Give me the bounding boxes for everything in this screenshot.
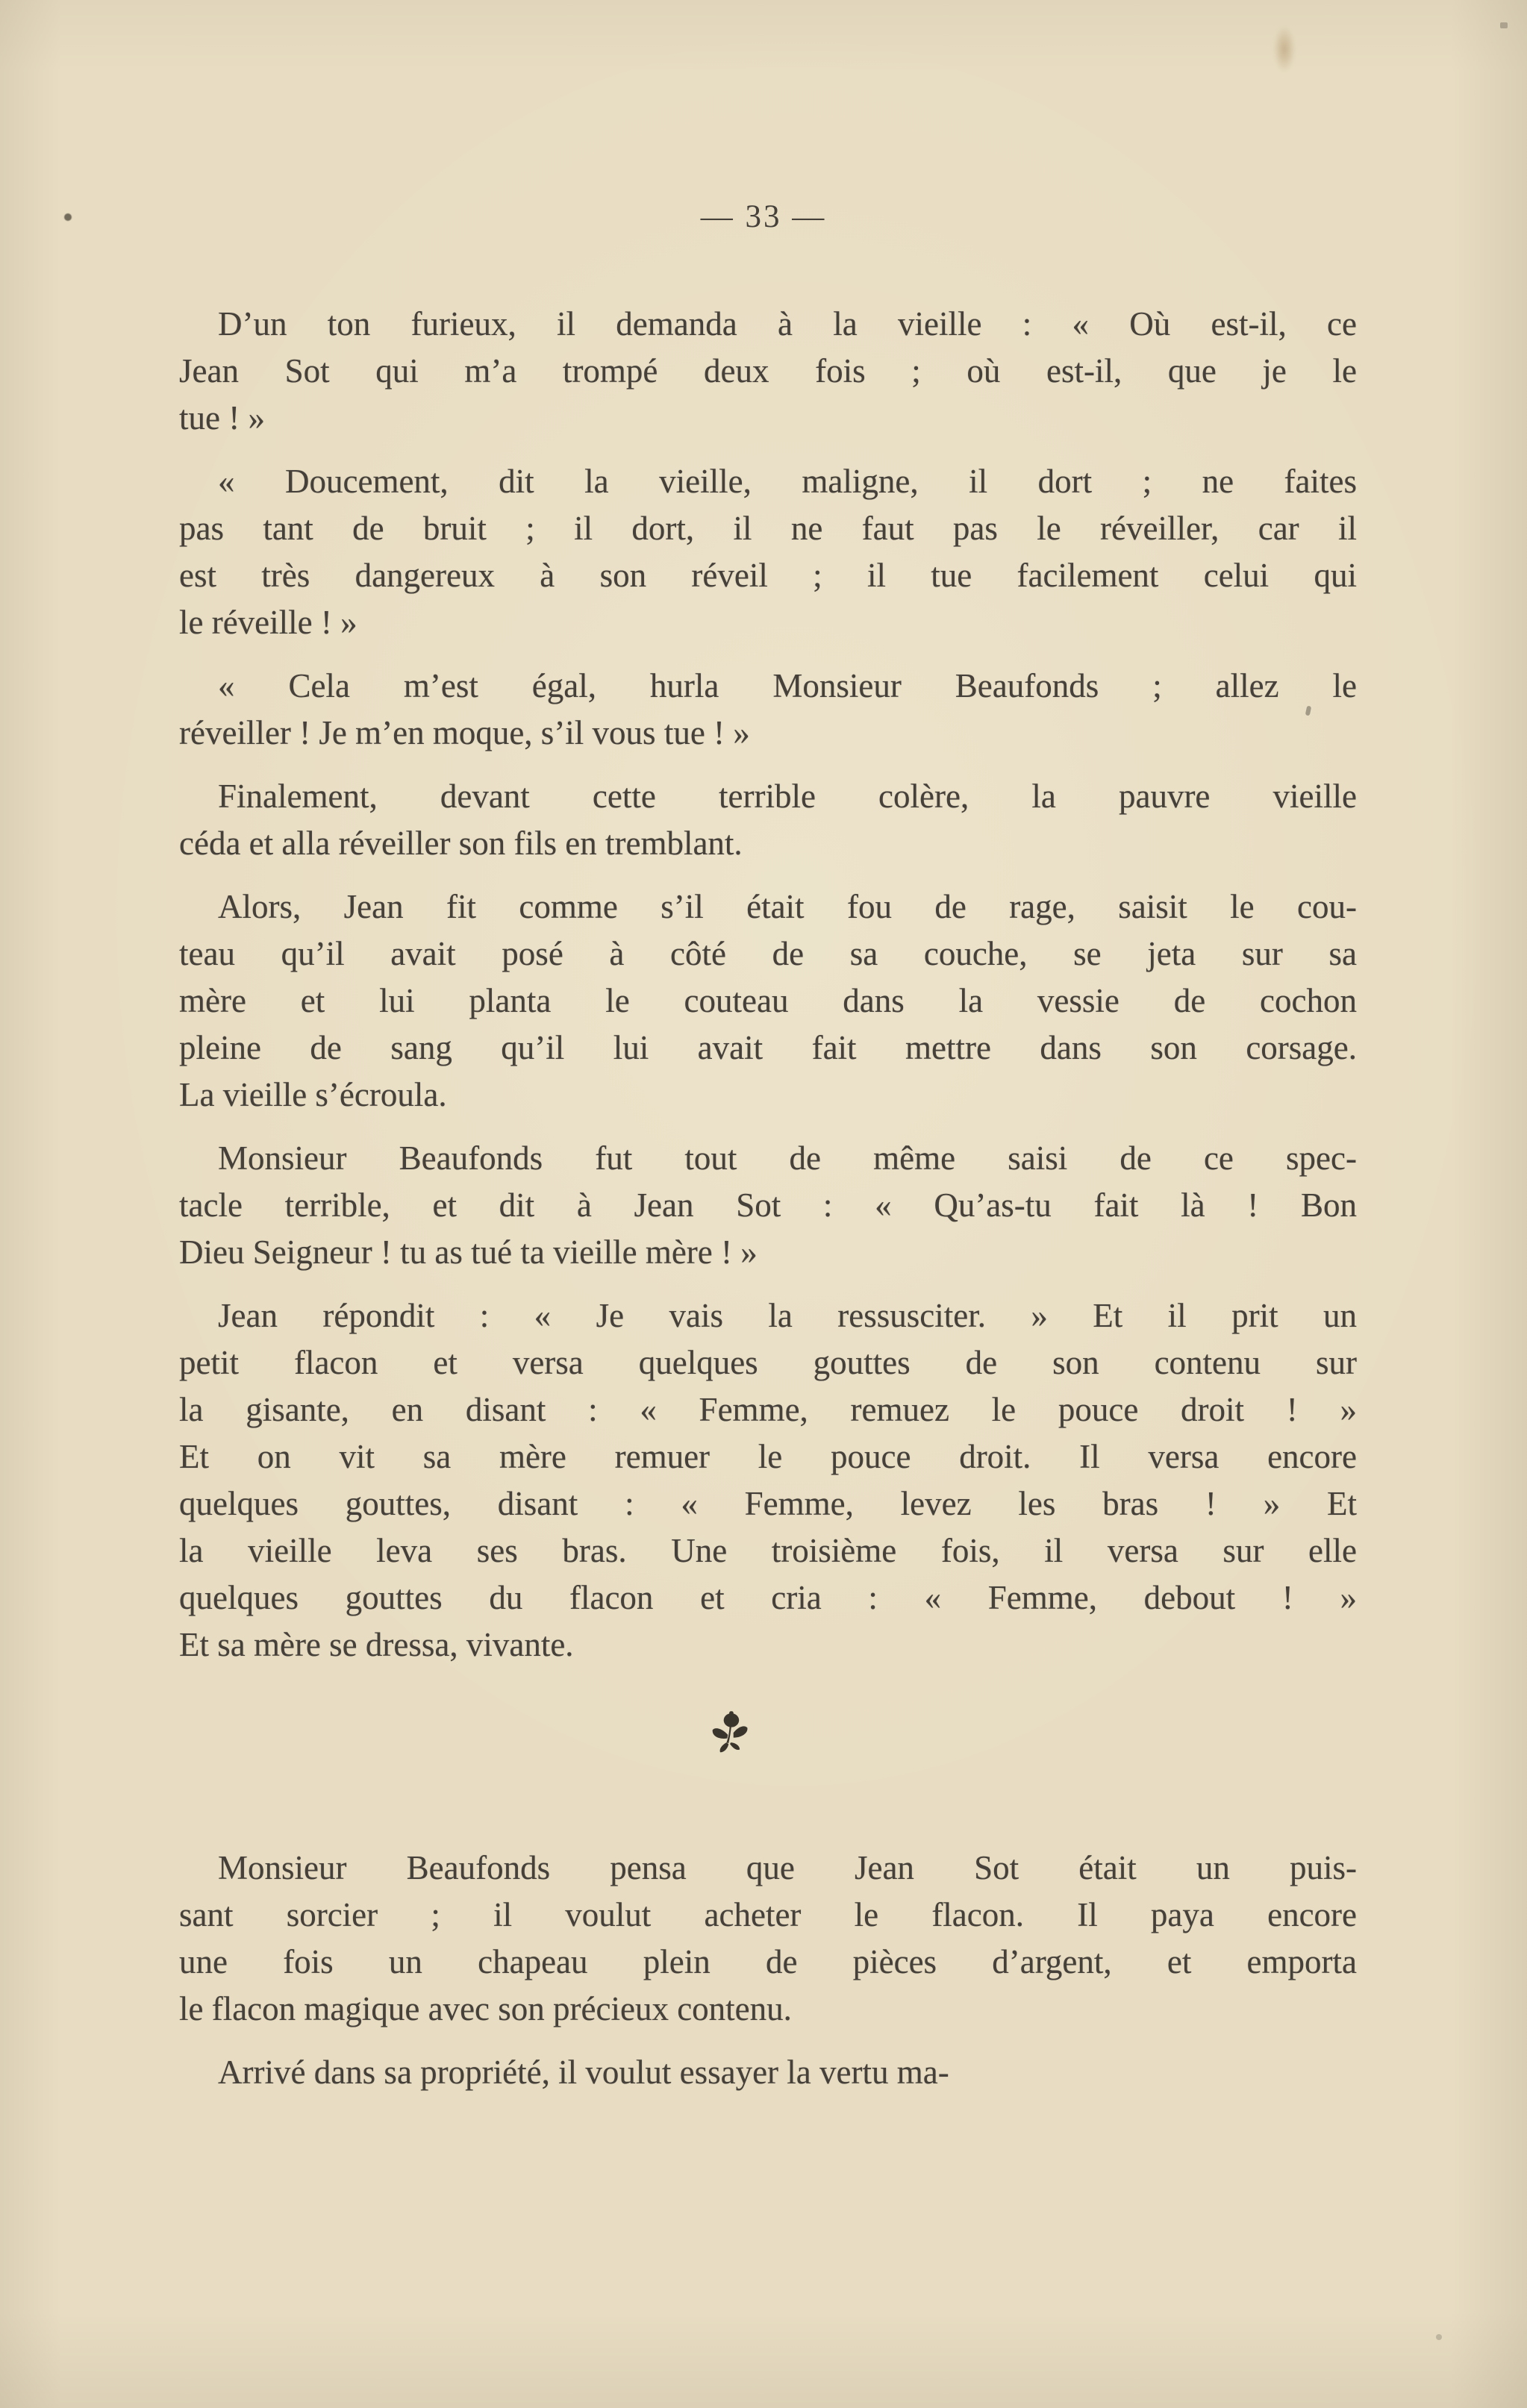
- paragraph-8: [179, 1845, 1357, 2033]
- text-line: Jean Sot qui m’a trompé deux fois ; où est-il, que je le: [179, 352, 1357, 390]
- text-line: Jean répondit : « Je vais la ressusciter. » Et il prit un: [218, 1297, 1357, 1334]
- text-line: petit flacon et versa quelques gouttes de son contenu sur: [179, 1344, 1357, 1381]
- floral-fleuron-icon: [710, 1710, 752, 1759]
- text-line: La vieille s’écroula.: [179, 1076, 447, 1113]
- section-divider: [179, 1710, 1357, 1771]
- text-line: Alors, Jean fit comme s’il était fou de rage, saisit le cou-: [218, 888, 1357, 925]
- text-line: sant sorcier ; il voulut acheter le flacon. Il paya encore: [179, 1896, 1357, 1933]
- paper-speck: [1436, 2334, 1442, 2340]
- paragraph-2: [179, 458, 1357, 646]
- text-line: pas tant de bruit ; il dort, il ne faut pas le réveiller, car il: [179, 510, 1357, 547]
- text-line: teau qu’il avait posé à côté de sa couche, se jeta sur sa: [179, 935, 1357, 972]
- text-line: D’un ton furieux, il demanda à la vieille : « Où est-il, ce: [218, 305, 1357, 343]
- text-line: la gisante, en disant : « Femme, remuez le pouce droit ! »: [179, 1391, 1357, 1428]
- text-line: Et sa mère se dressa, vivante.: [179, 1626, 574, 1663]
- text-line: mère et lui planta le couteau dans la vessie de cochon: [179, 982, 1357, 1019]
- text-line: tue ! »: [179, 399, 265, 437]
- text-line: quelques gouttes du flacon et cria : « Femme, debout ! »: [179, 1579, 1357, 1616]
- text-line: réveiller ! Je m’en moque, s’il vous tue ! »: [179, 714, 750, 751]
- text-line: une fois un chapeau plein de pièces d’argent, et emporta: [179, 1943, 1357, 1980]
- text-line: pleine de sang qu’il lui avait fait mettre dans son corsage.: [179, 1029, 1357, 1066]
- text-line: Monsieur Beaufonds fut tout de même saisi de ce spec-: [218, 1139, 1357, 1177]
- text-line: le réveille ! »: [179, 604, 357, 641]
- paragraph-9: [179, 2049, 1357, 2096]
- text-block: [179, 0, 1357, 2096]
- page-number: — 33 —: [700, 199, 827, 234]
- text-line: « Doucement, dit la vieille, maligne, il dort ; ne faites: [218, 463, 1357, 500]
- text-line: Dieu Seigneur ! tu as tué ta vieille mère ! »: [179, 1233, 758, 1271]
- text-line: Arrivé dans sa propriété, il voulut essayer la vertu ma-: [218, 2054, 949, 2091]
- text-line: Monsieur Beaufonds pensa que Jean Sot était un puis-: [218, 1849, 1357, 1886]
- paragraph-1: [179, 301, 1357, 442]
- paragraph-4: [179, 773, 1357, 867]
- paragraph-7: [179, 1292, 1357, 1669]
- text-line: est très dangereux à son réveil ; il tue facilement celui qui: [179, 557, 1357, 594]
- text-line: Et on vit sa mère remuer le pouce droit. Il versa encore: [179, 1438, 1357, 1475]
- text-line: la vieille leva ses bras. Une troisième fois, il versa sur elle: [179, 1532, 1357, 1569]
- paper-speck: [1500, 22, 1508, 28]
- paragraph-5: [179, 884, 1357, 1119]
- text-line: « Cela m’est égal, hurla Monsieur Beaufonds ; allez le: [218, 667, 1357, 704]
- text-line: céda et alla réveiller son fils en tremblant.: [179, 825, 743, 862]
- paragraph-6: [179, 1135, 1357, 1276]
- text-line: Finalement, devant cette terrible colère, la pauvre vieille: [218, 778, 1357, 815]
- text-line: quelques gouttes, disant : « Femme, levez les bras ! » Et: [179, 1485, 1357, 1522]
- text-line: tacle terrible, et dit à Jean Sot : « Qu’as-tu fait là ! Bon: [179, 1186, 1357, 1224]
- text-line: le flacon magique avec son précieux contenu.: [179, 1990, 792, 2027]
- paragraph-3: [179, 663, 1357, 757]
